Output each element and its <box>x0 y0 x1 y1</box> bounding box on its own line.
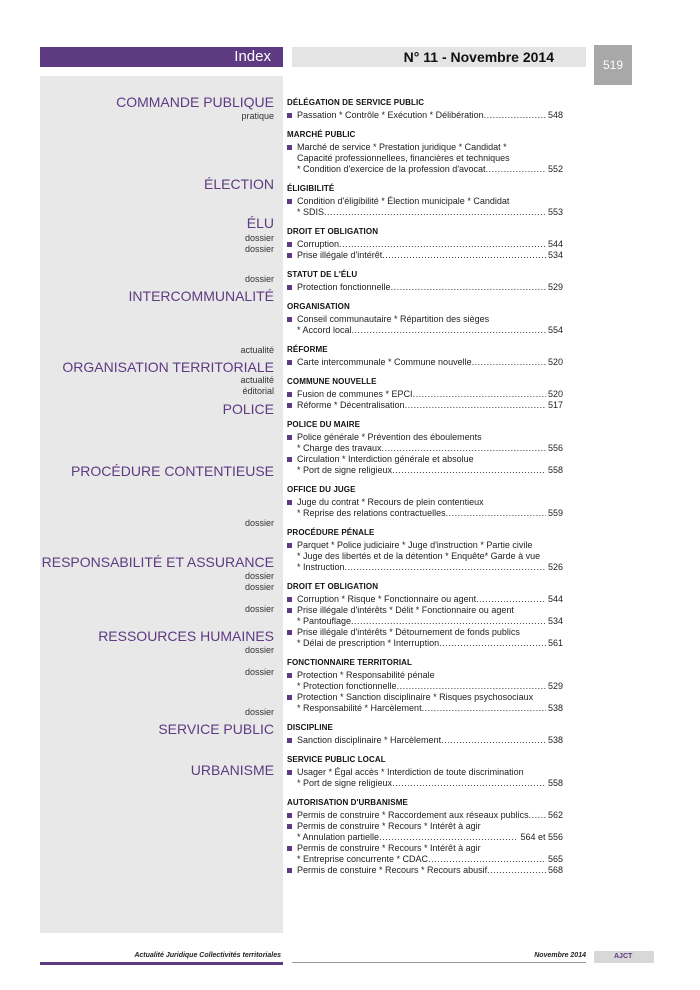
section-title: POLICE <box>222 401 274 417</box>
dot-leader <box>379 832 518 843</box>
index-entry <box>287 357 563 368</box>
section-title: SERVICE PUBLIC <box>158 721 274 737</box>
index-entry <box>287 735 563 746</box>
section-title: RESSOURCES HUMAINES <box>98 628 274 644</box>
subheading: COMMUNE NOUVELLE <box>287 377 377 386</box>
page-reference: 544 <box>547 594 563 604</box>
subheading: RÉFORME <box>287 345 328 354</box>
dot-leader <box>391 282 546 293</box>
entry-line <box>297 153 563 164</box>
entry-text: Juge du contrat * Recours de plein contentieux <box>297 497 484 507</box>
index-entry <box>287 821 563 843</box>
section-title: RESPONSABILITÉ ET ASSURANCE <box>41 554 274 570</box>
entry-line <box>297 638 563 649</box>
dot-leader <box>324 207 546 218</box>
entry-text: Prise illégale d'intérêts * Délit * Fonctionnaire ou agent <box>297 605 514 615</box>
entry-line <box>297 314 563 325</box>
entry-text: Circulation * Interdiction générale et absolue <box>297 454 474 464</box>
index-entry <box>287 400 563 411</box>
section-tag: dossier <box>244 645 274 655</box>
entry-text: Condition d'éligibilité * Élection municipale * Candidat <box>297 196 510 206</box>
subheading: POLICE DU MAIRE <box>287 420 361 429</box>
index-entry <box>287 389 563 400</box>
entry-text: Protection * Sanction disciplinaire * Risques psychosociaux <box>297 692 534 702</box>
entry-text: Permis de construire * Recours * Intérêt à agir <box>297 843 481 853</box>
footer-rule <box>292 962 586 963</box>
entry-line <box>297 627 563 638</box>
dot-leader <box>472 357 546 368</box>
page-reference: 548 <box>547 110 563 120</box>
subheading: PROCÉDURE PÉNALE <box>287 528 375 537</box>
section-tag: pratique <box>241 111 274 121</box>
entry-line <box>297 389 563 400</box>
entry-line <box>297 605 563 616</box>
page-reference: 529 <box>547 282 563 292</box>
entry-text: * Délai de prescription * Interruption <box>297 638 440 648</box>
entry-line <box>297 325 563 336</box>
index-entry <box>287 142 563 175</box>
index-entry <box>287 540 563 573</box>
entry-text: Prise illégale d'intérêts * Détournement de fonds publics <box>297 627 520 637</box>
subheading: DROIT ET OBLIGATION <box>287 227 379 236</box>
index-entry <box>287 110 563 121</box>
page-reference: 538 <box>547 735 563 745</box>
subheading: ORGANISATION <box>287 302 350 311</box>
section-tag: dossier <box>244 582 274 592</box>
entry-line <box>297 400 563 411</box>
entry-text: * Port de signe religieux <box>297 778 393 788</box>
entry-text: Police générale * Prévention des éboulements <box>297 432 482 442</box>
entry-line <box>297 703 563 714</box>
entry-line <box>297 778 563 789</box>
dot-leader <box>405 400 546 411</box>
entry-line <box>297 854 563 865</box>
entry-line <box>297 735 563 746</box>
entry-text: * Entreprise concurrente * CDAC <box>297 854 429 864</box>
section-tag: dossier <box>244 244 274 254</box>
subheading: AUTORISATION D'URBANISME <box>287 798 408 807</box>
entry-text: * Juge des libertés et de la détention * Enquête* Garde à vue <box>297 551 541 561</box>
entry-line <box>297 432 563 443</box>
page-reference: 565 <box>547 854 563 864</box>
dot-leader <box>382 250 546 261</box>
dot-leader <box>422 703 546 714</box>
subheading: OFFICE DU JUGE <box>287 485 356 494</box>
entry-line <box>297 508 563 519</box>
index-entry <box>287 454 563 476</box>
section-tag: dossier <box>244 518 274 528</box>
entry-text: Carte intercommunale * Commune nouvelle <box>297 357 472 367</box>
entry-line <box>297 250 563 261</box>
index-entry <box>287 239 563 250</box>
entry-text: Sanction disciplinaire * Harcèlement <box>297 735 442 745</box>
subheading: STATUT DE L'ÉLU <box>287 270 358 279</box>
subheading: MARCHÉ PUBLIC <box>287 130 356 139</box>
page-reference: 552 <box>547 164 563 174</box>
issue-title: N° 11 - Novembre 2014 <box>292 47 586 67</box>
entry-text: Usager * Égal accès * Interdiction de toute discrimination <box>297 767 524 777</box>
dot-leader <box>439 638 546 649</box>
section-tag: actualité <box>240 345 274 355</box>
dot-leader <box>446 508 546 519</box>
entry-text: Protection fonctionnelle <box>297 282 391 292</box>
subheading: FONCTIONNAIRE TERRITORIAL <box>287 658 413 667</box>
dot-leader <box>428 854 546 865</box>
section-title: INTERCOMMUNALITÉ <box>128 288 274 304</box>
dot-leader <box>397 681 546 692</box>
entry-text: Conseil communautaire * Répartition des sièges <box>297 314 490 324</box>
dot-leader <box>484 110 546 121</box>
dot-leader <box>486 164 546 175</box>
subheading: ÉLIGIBILITÉ <box>287 184 335 193</box>
entry-text: * Port de signe religieux <box>297 465 393 475</box>
entry-text: Marché de service * Prestation juridique * Candidat * <box>297 142 507 152</box>
page-reference: 534 <box>547 616 563 626</box>
section-title: PROCÉDURE CONTENTIEUSE <box>70 463 274 479</box>
section-title: ÉLU <box>246 215 274 231</box>
index-entry <box>287 594 563 605</box>
entry-line <box>297 164 563 175</box>
entry-line <box>297 540 563 551</box>
subheading: DÉLÉGATION DE SERVICE PUBLIC <box>287 98 425 107</box>
section-title: ORGANISATION TERRITORIALE <box>62 359 274 375</box>
entry-text: * Instruction <box>297 562 345 572</box>
entry-line <box>297 767 563 778</box>
section-title: ÉLECTION <box>203 176 274 192</box>
dot-leader <box>345 562 546 573</box>
index-entry <box>287 314 563 336</box>
page-reference: 559 <box>547 508 563 518</box>
entry-text: Fusion de communes * EPCI <box>297 389 413 399</box>
entry-line <box>297 551 563 562</box>
entry-line <box>297 497 563 508</box>
section-tag: dossier <box>244 571 274 581</box>
index-entry <box>287 865 563 876</box>
entry-text: * Protection fonctionnelle <box>297 681 397 691</box>
section-tag: dossier <box>244 233 274 243</box>
entry-line <box>297 357 563 368</box>
entry-line <box>297 616 563 627</box>
section-tag: dossier <box>244 667 274 677</box>
index-entry <box>287 250 563 261</box>
entry-text: Corruption <box>297 239 340 249</box>
page-reference: 517 <box>547 400 563 410</box>
entry-line <box>297 810 563 821</box>
entry-text: * Annulation partielle <box>297 832 380 842</box>
dot-leader <box>487 865 546 876</box>
index-entry <box>287 282 563 293</box>
page-reference: 520 <box>547 357 563 367</box>
entry-text: * Condition d'exercice de la profession d'avocat <box>297 164 486 174</box>
dot-leader <box>382 443 546 454</box>
entry-line <box>297 443 563 454</box>
page-reference: 553 <box>547 207 563 217</box>
entry-line <box>297 594 563 605</box>
page-reference: 558 <box>547 778 563 788</box>
page-reference: 538 <box>547 703 563 713</box>
entry-text: * Pantouflage <box>297 616 352 626</box>
page-reference: 561 <box>547 638 563 648</box>
section-tag: dossier <box>244 274 274 284</box>
entry-text: Capacité professionnellees, financières et techniques <box>297 153 510 163</box>
entry-line <box>297 681 563 692</box>
index-entry <box>287 497 563 519</box>
footer-rule-accent <box>40 962 283 965</box>
page-reference: 534 <box>547 250 563 260</box>
entry-line <box>297 465 563 476</box>
entry-text: Réforme * Décentralisation <box>297 400 405 410</box>
index-entry <box>287 196 563 218</box>
entry-line <box>297 207 563 218</box>
section-tab: Index <box>40 47 283 67</box>
page-reference: 562 <box>547 810 563 820</box>
page-reference: 554 <box>547 325 563 335</box>
dot-leader <box>441 735 546 746</box>
entry-text: Permis de construire * Recours * Intérêt à agir <box>297 821 481 831</box>
entry-line <box>297 865 563 876</box>
page-reference: 568 <box>547 865 563 875</box>
index-entry <box>287 767 563 789</box>
section-tag: dossier <box>244 707 274 717</box>
footer-month: Novembre 2014 <box>534 952 586 959</box>
dot-leader <box>392 465 546 476</box>
entry-text: Permis de constuire * Recours * Recours abusif <box>297 865 488 875</box>
entry-line <box>297 832 563 843</box>
entry-text: * Reprise des relations contractuelles <box>297 508 446 518</box>
dot-leader <box>351 616 546 627</box>
entry-line <box>297 239 563 250</box>
entry-line <box>297 670 563 681</box>
index-entry <box>287 432 563 454</box>
dot-leader <box>392 778 546 789</box>
index-entry <box>287 627 563 649</box>
page-reference: 529 <box>547 681 563 691</box>
subheading: DROIT ET OBLIGATION <box>287 582 379 591</box>
page-reference: 526 <box>547 562 563 572</box>
entry-text: * SDIS <box>297 207 325 217</box>
entry-line <box>297 562 563 573</box>
entry-text: * Accord local <box>297 325 352 335</box>
entry-line <box>297 282 563 293</box>
entry-text: Protection * Responsabilité pénale <box>297 670 435 680</box>
subheading: SERVICE PUBLIC LOCAL <box>287 755 386 764</box>
section-tag: dossier <box>244 604 274 614</box>
dot-leader <box>529 810 546 821</box>
dot-leader <box>413 389 546 400</box>
page-number: 519 <box>594 45 632 85</box>
entry-line <box>297 821 563 832</box>
section-tag: actualité <box>240 375 274 385</box>
entry-text: * Responsabilité * Harcèlement <box>297 703 422 713</box>
dot-leader <box>339 239 546 250</box>
page-reference: 520 <box>547 389 563 399</box>
dot-leader <box>352 325 546 336</box>
entry-line <box>297 692 563 703</box>
page-reference: 558 <box>547 465 563 475</box>
entry-text: Corruption * Risque * Fonctionnaire ou agent <box>297 594 477 604</box>
subheading: DISCIPLINE <box>287 723 333 732</box>
entry-text: Prise illégale d'intérêt <box>297 250 383 260</box>
entry-text: Parquet * Police judiciaire * Juge d'instruction * Partie civile <box>297 540 533 550</box>
index-entry <box>287 810 563 821</box>
entry-line <box>297 142 563 153</box>
section-title: URBANISME <box>190 762 274 778</box>
index-entry <box>287 605 563 627</box>
index-entries <box>287 97 563 876</box>
index-entry <box>287 843 563 865</box>
entry-text: Passation * Contrôle * Exécution * Délibération <box>297 110 484 120</box>
dot-leader <box>476 594 546 605</box>
index-entry <box>287 692 563 714</box>
section-title: COMMANDE PUBLIQUE <box>116 94 274 110</box>
left-column <box>40 76 283 933</box>
footer-publication: Actualité Juridique Collectivités territoriales <box>134 952 281 959</box>
section-tag: éditorial <box>242 386 274 396</box>
entry-line <box>297 110 563 121</box>
page-reference: 564 et 556 <box>520 832 563 842</box>
page-reference: 556 <box>547 443 563 453</box>
entry-text: * Charge des travaux <box>297 443 382 453</box>
entry-line <box>297 196 563 207</box>
page-reference: 544 <box>547 239 563 249</box>
entry-line <box>297 454 563 465</box>
entry-line <box>297 843 563 854</box>
entry-text: Permis de construire * Raccordement aux réseaux publics <box>297 810 529 820</box>
index-entry <box>287 670 563 692</box>
footer-brand: AJCT <box>594 951 654 963</box>
